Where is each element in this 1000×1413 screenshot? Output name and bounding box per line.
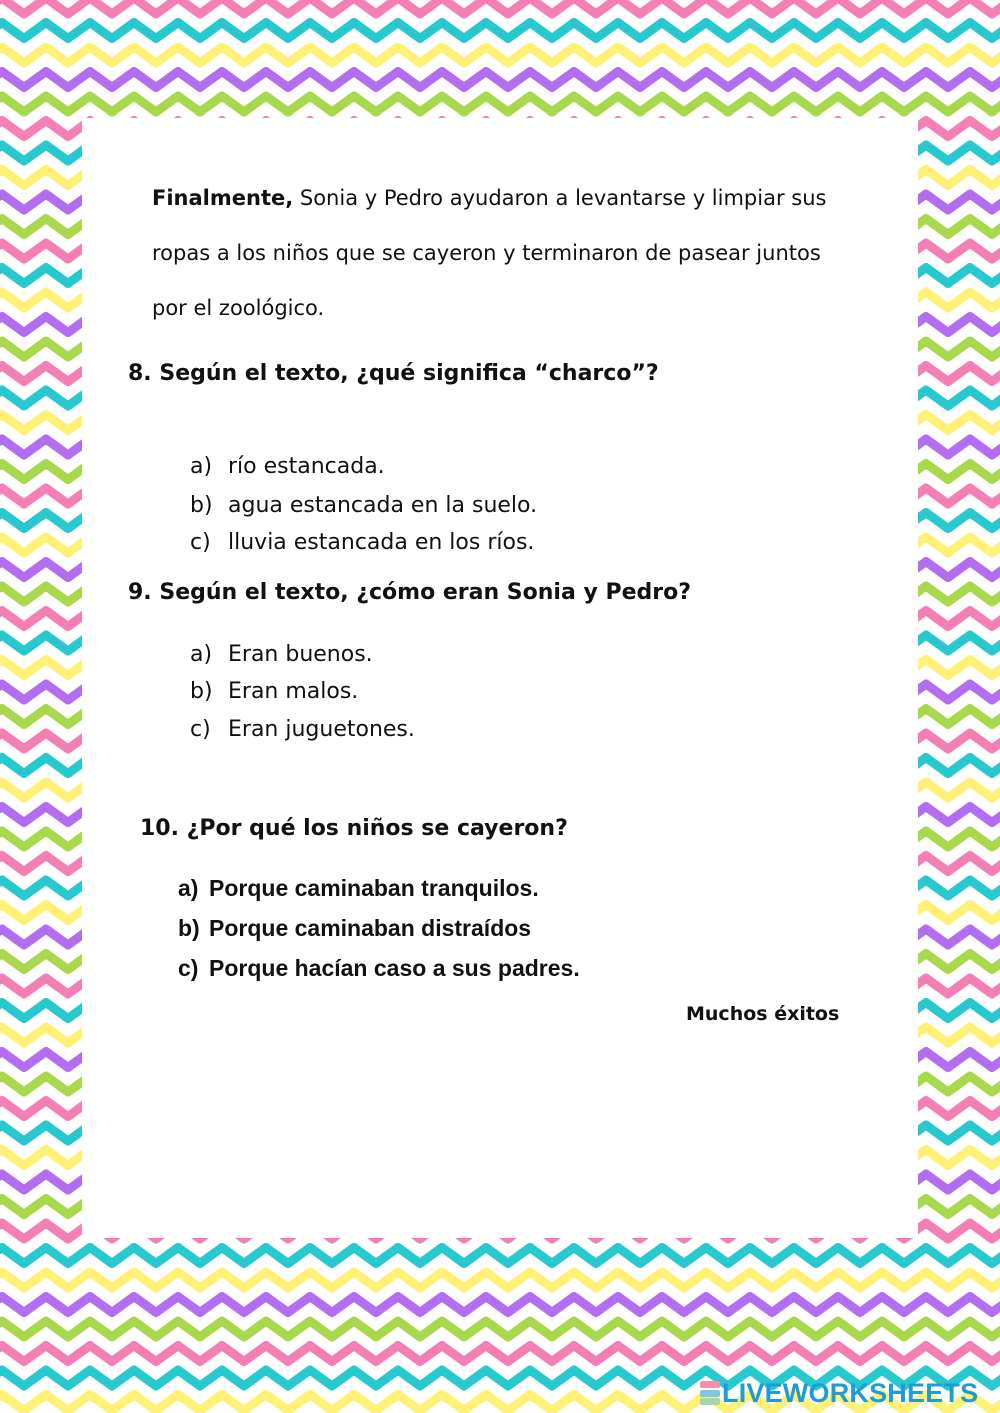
intro-line-1-text: Sonia y Pedro ayudaron a levantarse y limpiar sus xyxy=(293,186,827,210)
option-text: lluvia estancada en los ríos. xyxy=(228,530,535,555)
option-label: b) xyxy=(190,679,213,704)
q8-option-c[interactable] xyxy=(190,530,534,555)
question-text: Según el texto, ¿cómo eran Sonia y Pedro? xyxy=(159,580,691,605)
chevron-stripe xyxy=(0,47,1000,63)
question-number: 8. xyxy=(128,361,152,386)
option-label: c) xyxy=(190,717,211,742)
question-8 xyxy=(128,361,659,386)
q10-option-c[interactable] xyxy=(178,955,580,982)
chevron-stripe xyxy=(0,72,1000,88)
chevron-stripe xyxy=(0,1346,1000,1362)
q10-option-a[interactable] xyxy=(178,875,539,902)
option-label: a) xyxy=(190,454,213,479)
worksheet-page xyxy=(82,118,918,1238)
q9-option-c[interactable] xyxy=(190,717,415,742)
intro-line-3: por el zoológico. xyxy=(152,296,325,320)
chevron-stripe xyxy=(0,1321,1000,1337)
question-number: 9. xyxy=(128,580,152,605)
question-10 xyxy=(140,816,568,841)
q8-option-b[interactable] xyxy=(190,493,537,518)
logo-bar xyxy=(700,1381,720,1388)
closing-text: Muchos éxitos xyxy=(686,1003,840,1025)
option-text: río estancada. xyxy=(228,454,385,479)
option-label: c) xyxy=(190,530,211,555)
chevron-stripe xyxy=(0,96,1000,112)
option-text: Porque caminaban tranquilos. xyxy=(209,875,539,901)
q9-option-a[interactable] xyxy=(190,642,373,667)
intro-line-2: ropas a los niños que se cayeron y terminaron de pasear juntos xyxy=(152,241,821,265)
logo-bar xyxy=(700,1390,720,1397)
option-text: Eran buenos. xyxy=(228,642,373,667)
intro-line-1 xyxy=(152,186,826,210)
q10-option-b[interactable] xyxy=(178,915,531,942)
liveworksheets-logo-icon xyxy=(700,1381,720,1405)
option-label: b) xyxy=(190,493,213,518)
chevron-stripe xyxy=(0,1297,1000,1313)
chevron-stripe xyxy=(0,1272,1000,1288)
option-label: a) xyxy=(178,875,199,901)
option-text: Porque caminaban distraídos xyxy=(209,915,532,941)
option-text: Porque hacían caso a sus padres. xyxy=(209,955,580,981)
option-text: agua estancada en la suelo. xyxy=(228,493,538,518)
q9-option-b[interactable] xyxy=(190,679,358,704)
option-text: Eran juguetones. xyxy=(228,717,415,742)
option-label: c) xyxy=(178,955,199,981)
question-text: Según el texto, ¿qué significa “charco”? xyxy=(159,361,659,386)
logo-bar xyxy=(700,1398,720,1405)
q8-option-a[interactable] xyxy=(190,454,385,479)
liveworksheets-brand[interactable] xyxy=(700,1378,978,1408)
option-label: a) xyxy=(190,642,213,667)
intro-bold-word: Finalmente, xyxy=(152,186,294,210)
chevron-stripe xyxy=(0,1248,1000,1264)
chevron-stripe xyxy=(0,23,1000,39)
chevron-stripe xyxy=(0,0,1000,14)
question-9 xyxy=(128,580,691,605)
option-label: b) xyxy=(178,915,200,941)
brand-name: LIVEWORKSHEETS xyxy=(722,1377,979,1408)
option-text: Eran malos. xyxy=(228,679,359,704)
question-number: 10. xyxy=(140,816,179,841)
question-text: ¿Por qué los niños se cayeron? xyxy=(186,816,568,841)
